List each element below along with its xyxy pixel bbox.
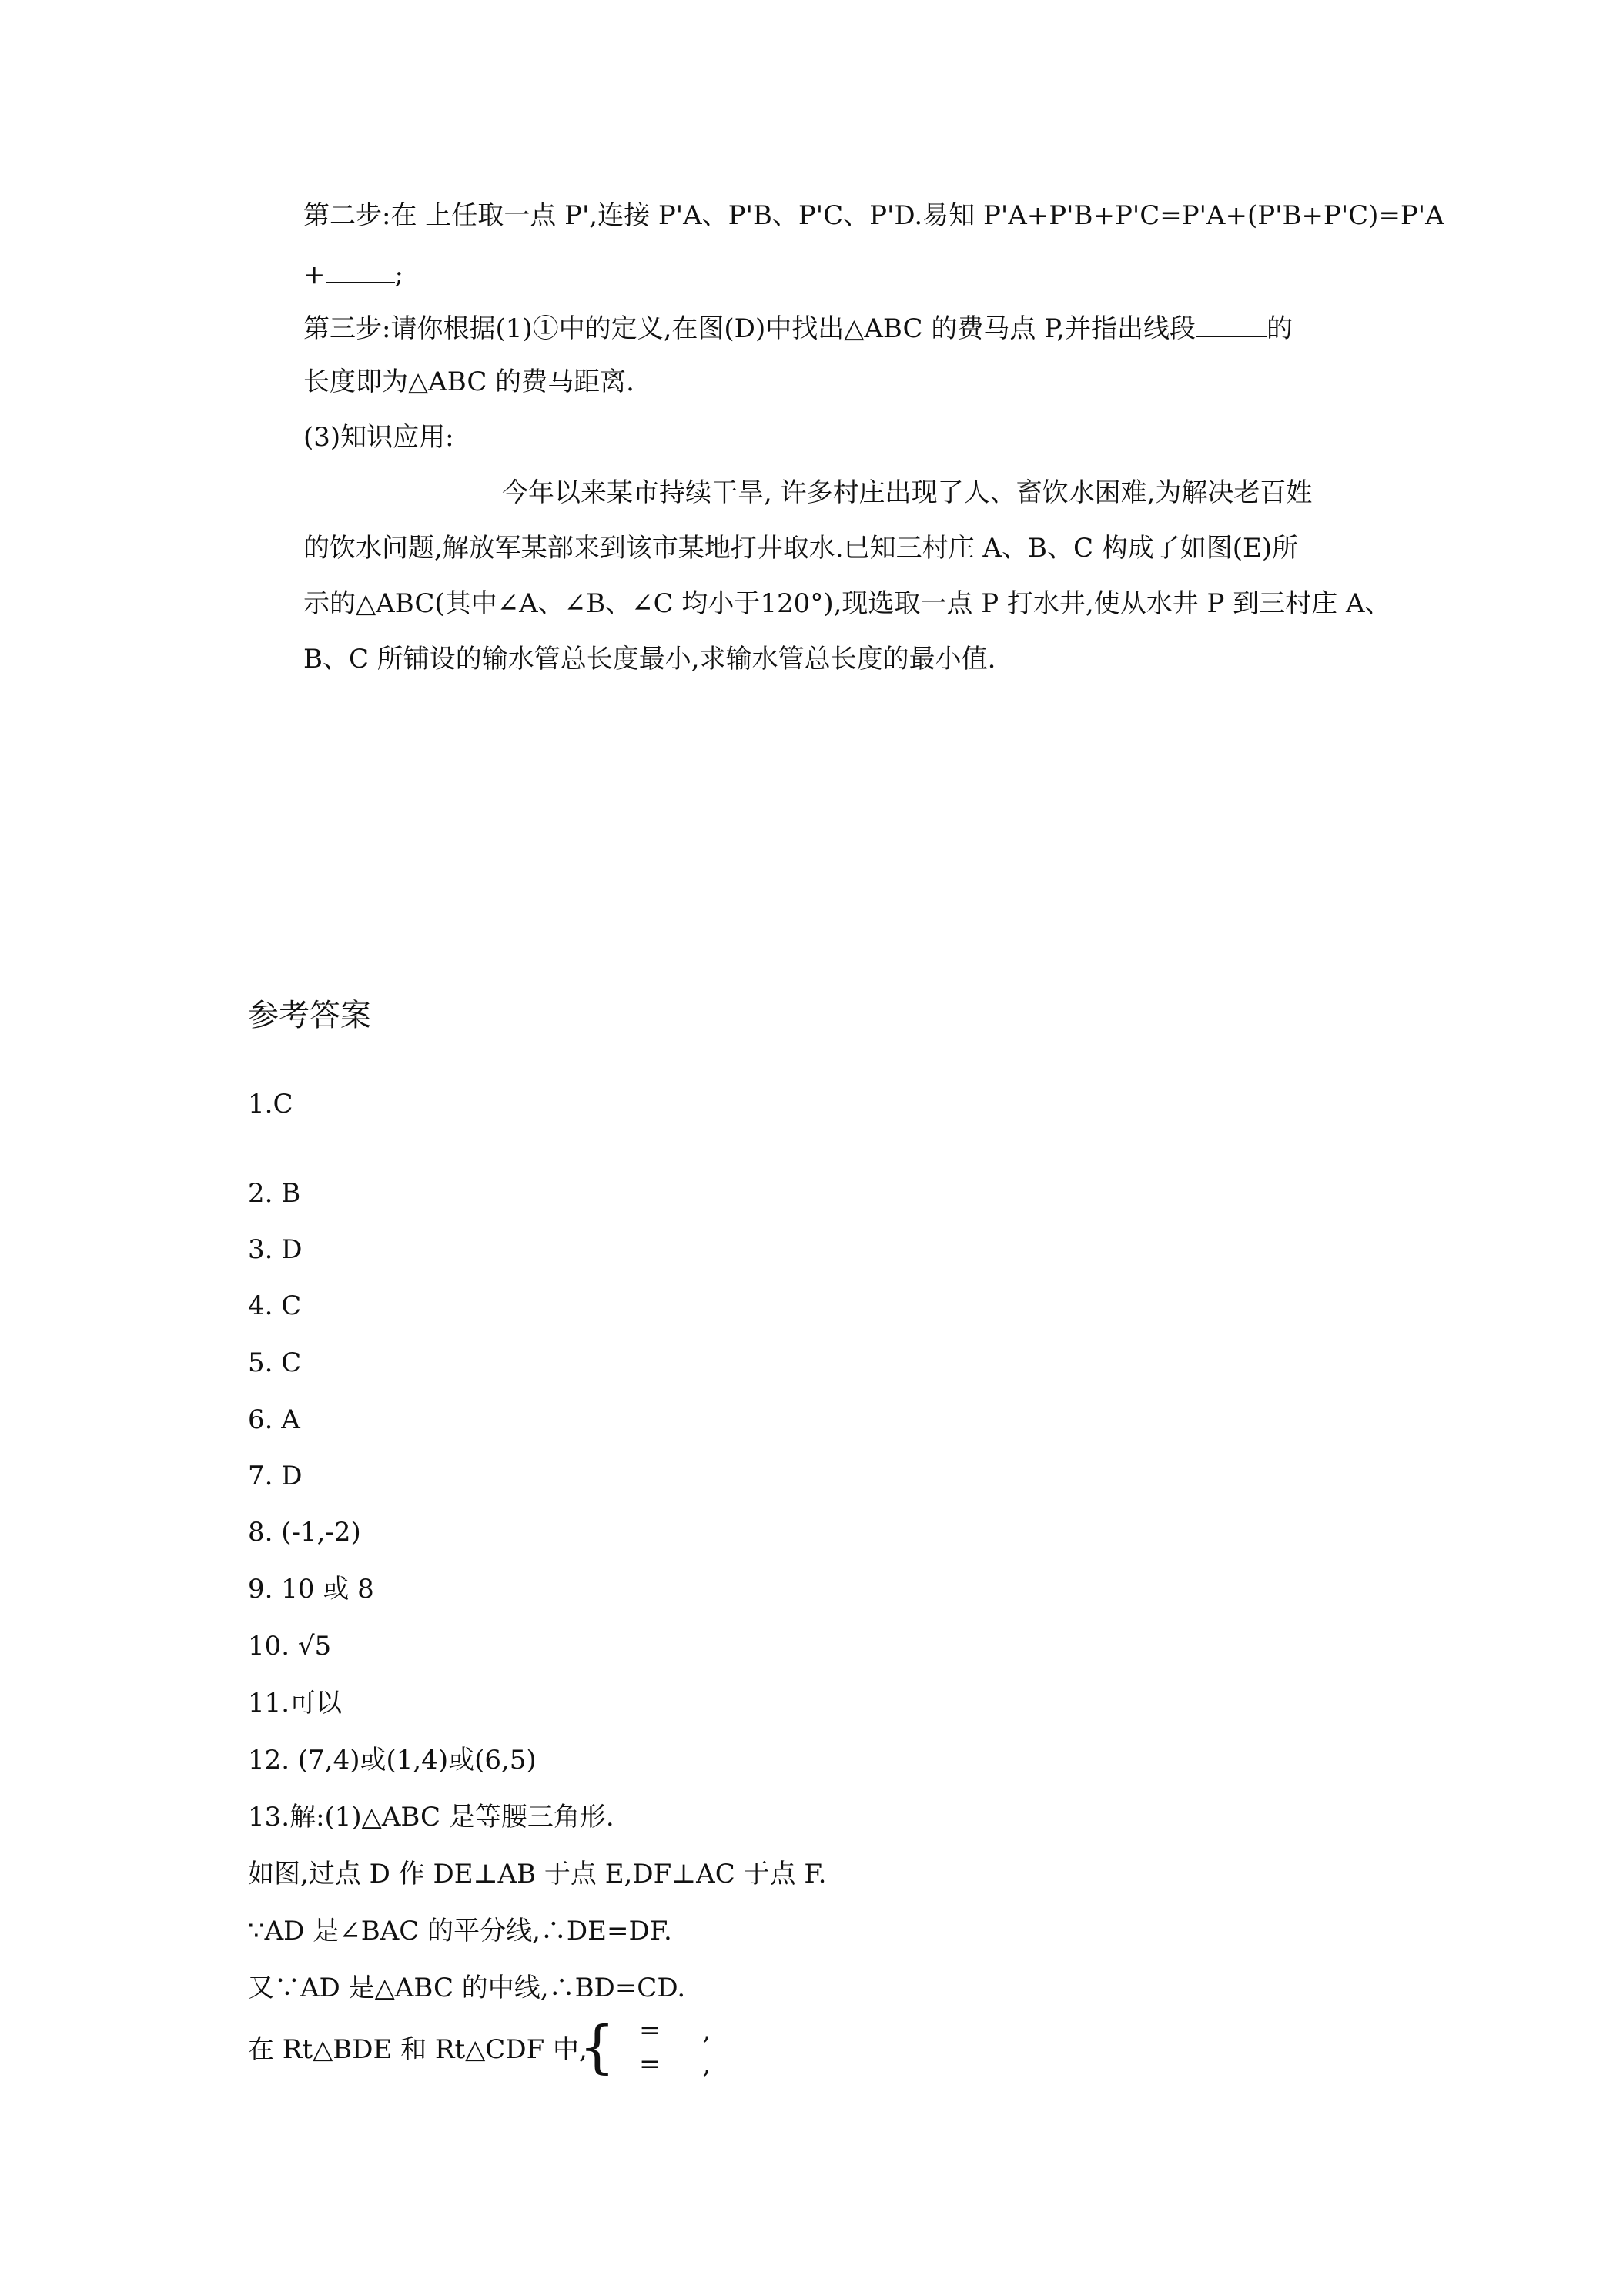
answer-item: 又∵AD 是△ABC 的中线,∴BD=CD.: [248, 1973, 686, 2003]
step2-line-1: 第二步:在 上任取一点 P',连接 P'A、P'B、P'C、P'D.易知 P'A+P'B+P'C=P'A+(P'B+P'C)=P'A: [303, 200, 1444, 231]
answer-item: 9. 10 或 8: [248, 1574, 374, 1605]
system-brace: {: [579, 2014, 616, 2080]
answer-item: 7. D: [248, 1461, 303, 1491]
answer-item: 6. A: [248, 1404, 300, 1435]
answer-last-line: 在 Rt△BDE 和 Rt△CDF 中,: [248, 2034, 587, 2065]
step3-line-1: [303, 310, 1293, 346]
answer-item: 10. √5: [248, 1631, 332, 1662]
step2-plus: +: [303, 259, 326, 290]
application-line-4: B、C 所铺设的输水管总长度最小,求输水管总长度的最小值.: [303, 644, 996, 674]
answer-item: 1.C: [248, 1089, 293, 1120]
application-line-2: 的饮水问题,解放军某部来到该市某地打井取水.已知三村庄 A、B、C 构成了如图(E)所: [303, 533, 1299, 564]
step3-suffix: 的: [1266, 313, 1293, 344]
application-line-3: 示的△ABC(其中∠A、∠B、∠C 均小于120°),现选取一点 P 打水井,使从水井 P 到三村庄 A、: [303, 588, 1391, 619]
answer-item: ∵AD 是∠BAC 的平分线,∴DE=DF.: [248, 1916, 672, 1946]
answer-item: 8. (-1,-2): [248, 1517, 361, 1548]
application-line-1: 今年以来某市持续干旱, 许多村庄出现了人、畜饮水困难,为解决老百姓: [502, 477, 1313, 508]
answer-item: 5. C: [248, 1347, 302, 1378]
answer-item: 如图,过点 D 作 DE⊥AB 于点 E,DF⊥AC 于点 F.: [248, 1859, 827, 1889]
answer-item: 12. (7,4)或(1,4)或(6,5): [248, 1745, 537, 1776]
answer-item: 4. C: [248, 1290, 302, 1321]
step2-semicolon: ;: [394, 259, 403, 290]
answer-item: 3. D: [248, 1234, 303, 1265]
step3-text: 第三步:请你根据(1)①中的定义,在图(D)中找出△ABC 的费马点 P,并指出线段: [303, 313, 1196, 344]
answer-item: 13.解:(1)△ABC 是等腰三角形.: [248, 1802, 614, 1832]
answer-blank: [1196, 310, 1267, 337]
answer-item: 11.可以: [248, 1688, 343, 1719]
system-line-2: = ,: [639, 2049, 711, 2080]
answer-item: 2. B: [248, 1178, 301, 1209]
step2-line-2: [303, 256, 403, 292]
answers-heading: 参考答案: [248, 998, 371, 1033]
answer-blank: [326, 256, 395, 283]
step3-line-2: 长度即为△ABC 的费马距离.: [303, 366, 634, 397]
system-line-1: = ,: [639, 2015, 711, 2046]
part3-title: (3)知识应用:: [303, 422, 454, 453]
